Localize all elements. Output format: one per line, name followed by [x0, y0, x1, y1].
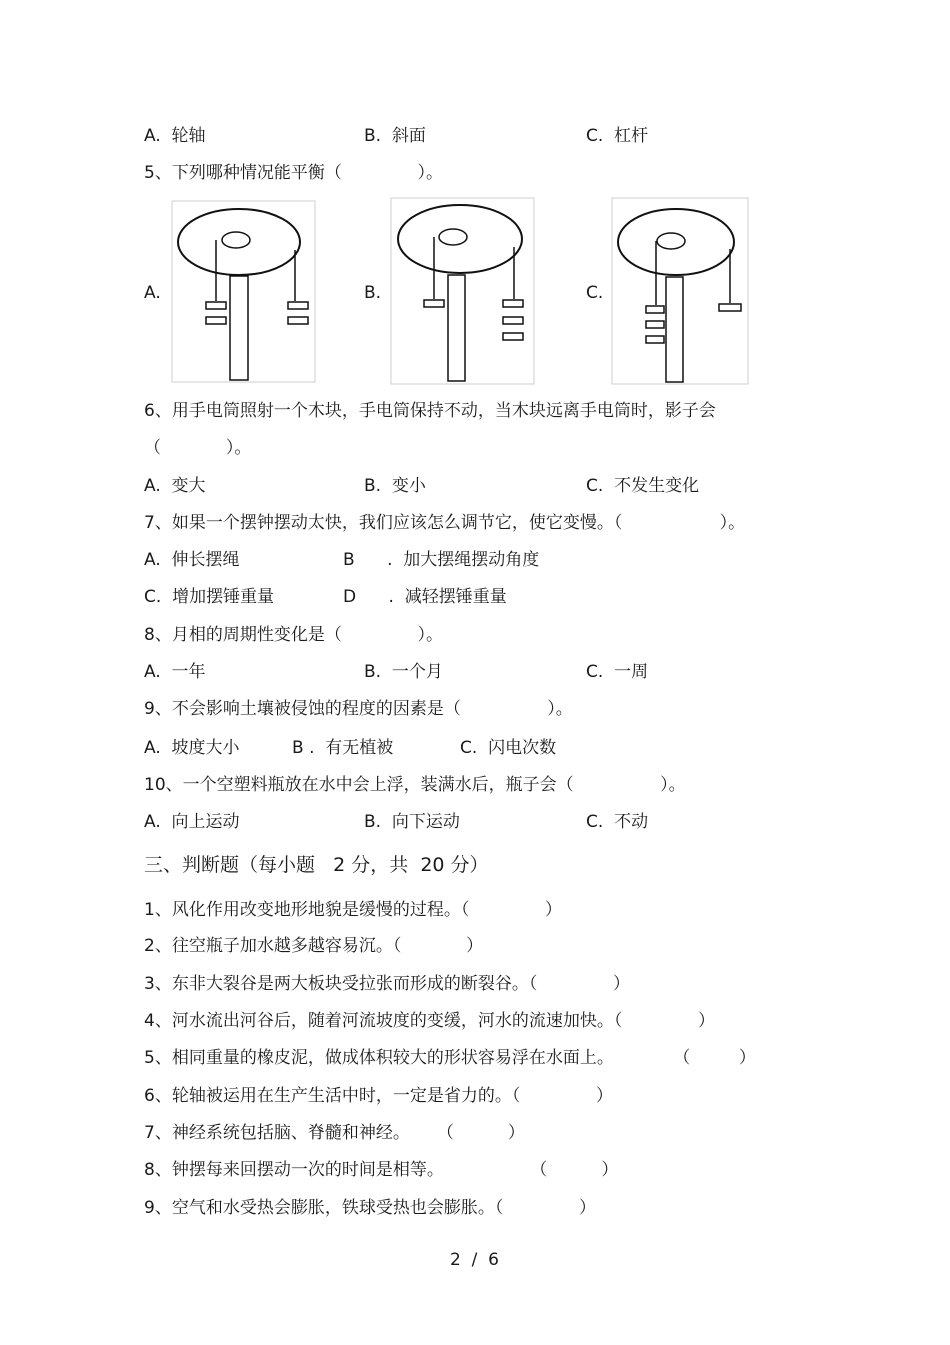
q4-option-a: A. 轮轴: [144, 126, 206, 146]
q6-stem-continued: （ ）。: [144, 438, 252, 458]
q5-label-c: C.: [586, 283, 604, 303]
q5-figure-a: [171, 200, 316, 383]
judge-item: 9、空气和水受热会膨胀，铁球受热也会膨胀。（ ）: [144, 1198, 596, 1218]
q9-option-c: C. 闪电次数: [460, 738, 557, 758]
q6-option-c: C. 不发生变化: [586, 476, 700, 496]
q7-option-a: A. 伸长摆绳: [144, 550, 240, 570]
judge-item: 5、相同重量的橡皮泥，做成体积较大的形状容易浮在水面上。 （ ）: [144, 1048, 756, 1068]
q9-option-a: A. 坡度大小: [144, 738, 240, 758]
q10-stem: 10、一个空塑料瓶放在水中会上浮，装满水后，瓶子会（ ）。: [144, 775, 686, 795]
q8-stem: 8、月相的周期性变化是（ ）。: [144, 625, 443, 645]
q7-option-c: C. 增加摆锤重量: [144, 587, 275, 607]
judge-item: 8、钟摆每来回摆动一次的时间是相等。 （ ）: [144, 1160, 619, 1180]
q9-stem: 9、不会影响土壤被侵蚀的程度的因素是（ ）。: [144, 699, 573, 719]
q5-figure-b: [390, 197, 535, 385]
q6-option-a: A. 变大: [144, 476, 206, 496]
q5-label-a: A.: [144, 283, 161, 303]
q9-option-b: B . 有无植被: [292, 738, 394, 758]
q8-option-b: B. 一个月: [364, 662, 443, 682]
judge-item: 6、轮轴被运用在生产生活中时，一定是省力的。（ ）: [144, 1086, 613, 1106]
section-3-title: 三、判断题（每小题 2 分，共 20 分）: [144, 854, 489, 876]
q4-option-c: C. 杠杆: [586, 126, 649, 146]
judge-item: 2、往空瓶子加水越多越容易沉。（ ）: [144, 936, 484, 956]
q10-option-a: A. 向上运动: [144, 812, 240, 832]
q7-option-b: B . 加大摆绳摆动角度: [343, 550, 540, 570]
q5-stem: 5、下列哪种情况能平衡（ ）。: [144, 163, 443, 183]
q6-option-b: B. 变小: [364, 476, 426, 496]
q7-option-d: D . 减轻摆锤重量: [343, 587, 507, 607]
q5-figure-c: [611, 197, 749, 385]
judge-item: 3、东非大裂谷是两大板块受拉张而形成的断裂谷。（ ）: [144, 974, 630, 994]
q8-option-a: A. 一年: [144, 662, 206, 682]
q4-option-b: B. 斜面: [364, 126, 426, 146]
judge-item: 1、风化作用改变地形地貌是缓慢的过程。（ ）: [144, 900, 562, 920]
q5-label-b: B.: [364, 283, 382, 303]
q8-option-c: C. 一周: [586, 662, 649, 682]
page-number: 2 / 6: [450, 1250, 499, 1270]
q10-option-c: C. 不动: [586, 812, 649, 832]
judge-item: 4、河水流出河谷后，随着河流坡度的变缓，河水的流速加快。（ ）: [144, 1011, 715, 1031]
q7-stem: 7、如果一个摆钟摆动太快，我们应该怎么调节它，使它变慢。（ ）。: [144, 513, 746, 533]
q6-stem: 6、用手电筒照射一个木块，手电筒保持不动，当木块远离手电筒时，影子会: [144, 401, 716, 421]
q10-option-b: B. 向下运动: [364, 812, 460, 832]
judge-item: 7、神经系统包括脑、脊髓和神经。 （ ）: [144, 1123, 525, 1143]
